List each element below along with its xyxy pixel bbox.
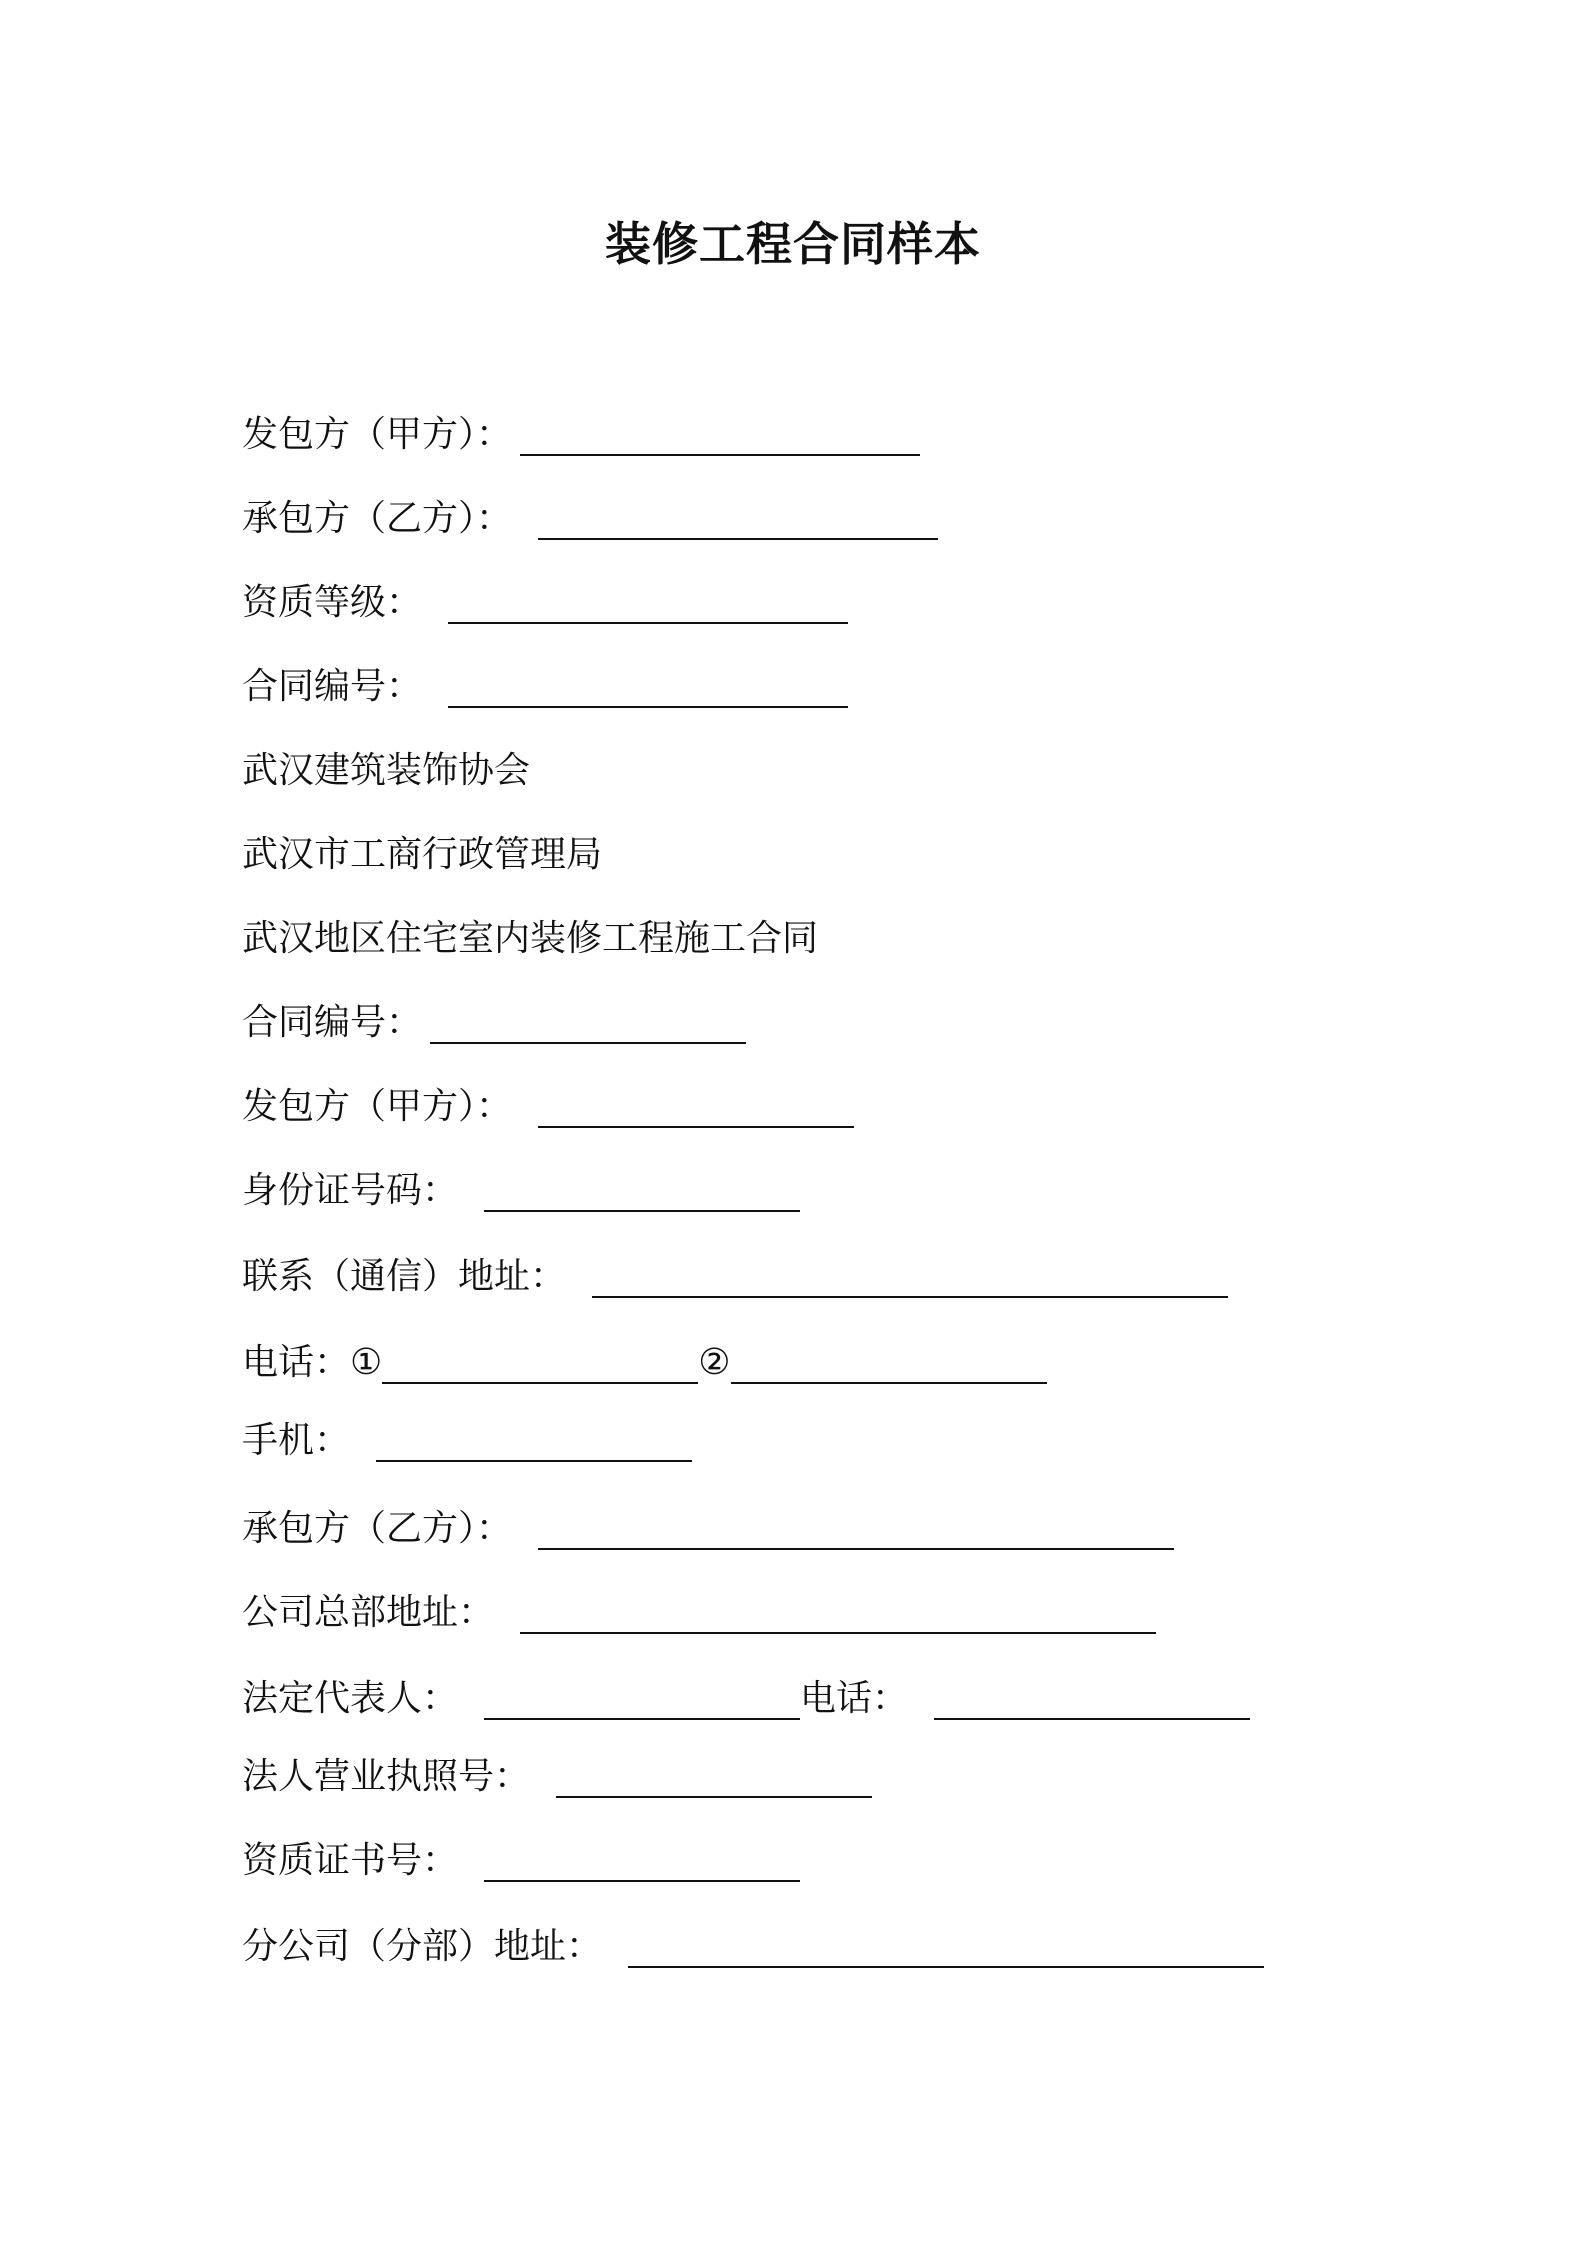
phone-blank-2[interactable] [731, 1342, 1047, 1384]
legal-representative-blank[interactable] [484, 1678, 800, 1720]
phone-mark-1: ① [350, 1342, 383, 1383]
line-contact-address [242, 1252, 1228, 1302]
phone-mark-2: ② [698, 1342, 731, 1383]
mobile-label: 手机： [242, 1420, 351, 1461]
branch-address-blank[interactable] [628, 1926, 1264, 1968]
employer-blank-2[interactable] [538, 1086, 854, 1128]
phone-blank-1[interactable] [382, 1342, 698, 1384]
headquarters-address-blank[interactable] [520, 1592, 1156, 1634]
id-number-label: 身份证号码： [242, 1170, 459, 1211]
line-branch-address [242, 1922, 1264, 1972]
line-id-number [242, 1166, 800, 1216]
representative-phone-label: 电话： [800, 1678, 909, 1719]
line-phone [242, 1338, 1047, 1388]
line-contractor-top [242, 494, 938, 544]
line-legal-representative [242, 1674, 1250, 1724]
contact-address-label: 联系（通信）地址： [242, 1256, 567, 1297]
qualification-certificate-blank[interactable] [484, 1840, 800, 1882]
business-license-label: 法人营业执照号： [242, 1756, 531, 1797]
line-contractor [242, 1504, 1174, 1554]
bureau-text: 武汉市工商行政管理局 [242, 834, 603, 875]
legal-representative-label: 法定代表人： [242, 1678, 459, 1719]
line-business-license [242, 1752, 872, 1802]
contractor-label: 承包方（乙方）： [242, 498, 513, 539]
line-mobile [242, 1416, 692, 1466]
contract-number-label-2: 合同编号： [242, 1002, 423, 1043]
contractor-label-2: 承包方（乙方）： [242, 1508, 513, 1549]
branch-address-label: 分公司（分部）地址： [242, 1926, 603, 1967]
contract-number-blank-2[interactable] [430, 1002, 746, 1044]
line-bureau [242, 830, 602, 880]
contact-address-blank[interactable] [592, 1256, 1228, 1298]
contract-number-label: 合同编号： [242, 666, 423, 707]
contract-name-text: 武汉地区住宅室内装修工程施工合同 [242, 918, 819, 959]
qualification-certificate-label: 资质证书号： [242, 1840, 459, 1881]
line-contract-number-top [242, 662, 848, 712]
line-employer-top [242, 410, 920, 460]
association-text: 武汉建筑装饰协会 [242, 750, 531, 791]
employer-label-2: 发包方（甲方）： [242, 1086, 513, 1127]
phone-label: 电话： [242, 1342, 351, 1383]
line-association [242, 746, 530, 796]
mobile-blank[interactable] [376, 1420, 692, 1462]
line-qualification-certificate [242, 1836, 800, 1886]
line-contract-number [242, 998, 746, 1048]
contractor-blank-2[interactable] [538, 1508, 1174, 1550]
line-employer [242, 1082, 854, 1132]
contract-number-blank[interactable] [448, 666, 848, 708]
qualification-level-label: 资质等级： [242, 582, 423, 623]
contractor-blank[interactable] [538, 498, 938, 540]
line-contract-name [242, 914, 818, 964]
representative-phone-blank[interactable] [934, 1678, 1250, 1720]
document-title: 装修工程合同样本 [605, 217, 981, 271]
business-license-blank[interactable] [556, 1756, 872, 1798]
employer-blank[interactable] [520, 414, 920, 456]
line-qualification-level [242, 578, 848, 628]
line-headquarters-address [242, 1588, 1156, 1638]
headquarters-address-label: 公司总部地址： [242, 1592, 495, 1633]
id-number-blank[interactable] [484, 1170, 800, 1212]
qualification-level-blank[interactable] [448, 582, 848, 624]
employer-label: 发包方（甲方）： [242, 414, 513, 455]
